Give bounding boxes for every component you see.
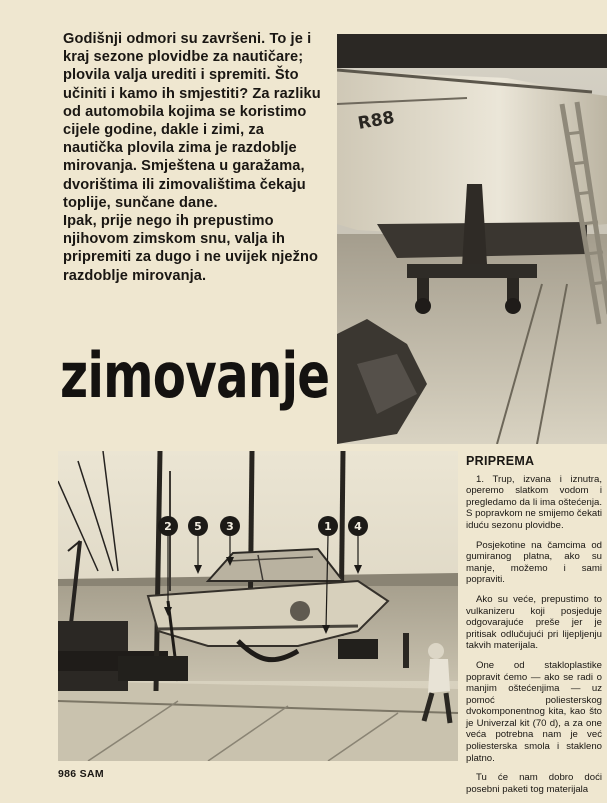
priprema-heading: PRIPREMA [466,454,535,468]
priprema-column [466,456,602,803]
article-headline: zimovanje [60,339,330,412]
marker-2-label: 2 [164,520,172,533]
priprema-paragraph: Tu će nam dobro doći posebni paketi tog materijala [466,772,602,795]
boat-lift-image [58,451,458,761]
marker-3-label: 3 [226,520,234,533]
boat-on-slipway-photo [337,34,607,444]
intro-paragraph-2: Ipak, prije nego ih prepustimo njihovom zimskom snu, valja ih pripremiti za dugo i ne uvijek nježno razdoblje mirovanja. [63,213,319,284]
priprema-paragraph: Posjekotine na čamcima od gumiranog platna, ako su manje, možemo i sami popraviti. [466,539,602,586]
priprema-paragraph: One od stakloplastike popravit ćemo — ako se radi o manjim oštećenjima — uz pomoć poliesterskog dvokomponentnog kita, kao što je Univerzal kit (70 d), a za one veća potrebna nam je već poliesterska smola i stakleno platno. [466,659,602,764]
marker-1-label: 1 [324,520,332,533]
marker-4-label: 4 [354,520,362,533]
page-folio: 986 SAM [58,768,104,780]
hull-number: R88 [356,107,397,134]
intro-text [63,30,325,285]
intro-paragraph-1: Godišnji odmori su završeni. To je i kraj sezone plovidbe za nautičare; plovila valja urediti i spremiti. Što učiniti i kamo ih smjestiti? Za razliku od automobila kojima se koristimo cijele godine, dakle i zimi, za nautička plovila zima je razdoblje mirovanja. Smještena u garažama, dvorištima ili zimovalištima čekaju toplije, sunčane dane. [63,31,321,211]
boat-on-slipway-image [337,34,607,444]
priprema-paragraph: 1. Trup, izvana i iznutra, operemo slatkom vodom i pregledamo da li ima oštećenja. S popravkom ne smijemo čekati iduću sezonu plovidbe. [466,473,602,531]
boat-lift-photo [58,451,458,761]
marker-5-label: 5 [194,520,202,533]
priprema-paragraph: Ako su veće, prepustimo to vulkanizeru koji posjeduje odgovarajuće preše jer je pritisak odlučujući pri lijepljenju takvih materijala. [466,593,602,652]
